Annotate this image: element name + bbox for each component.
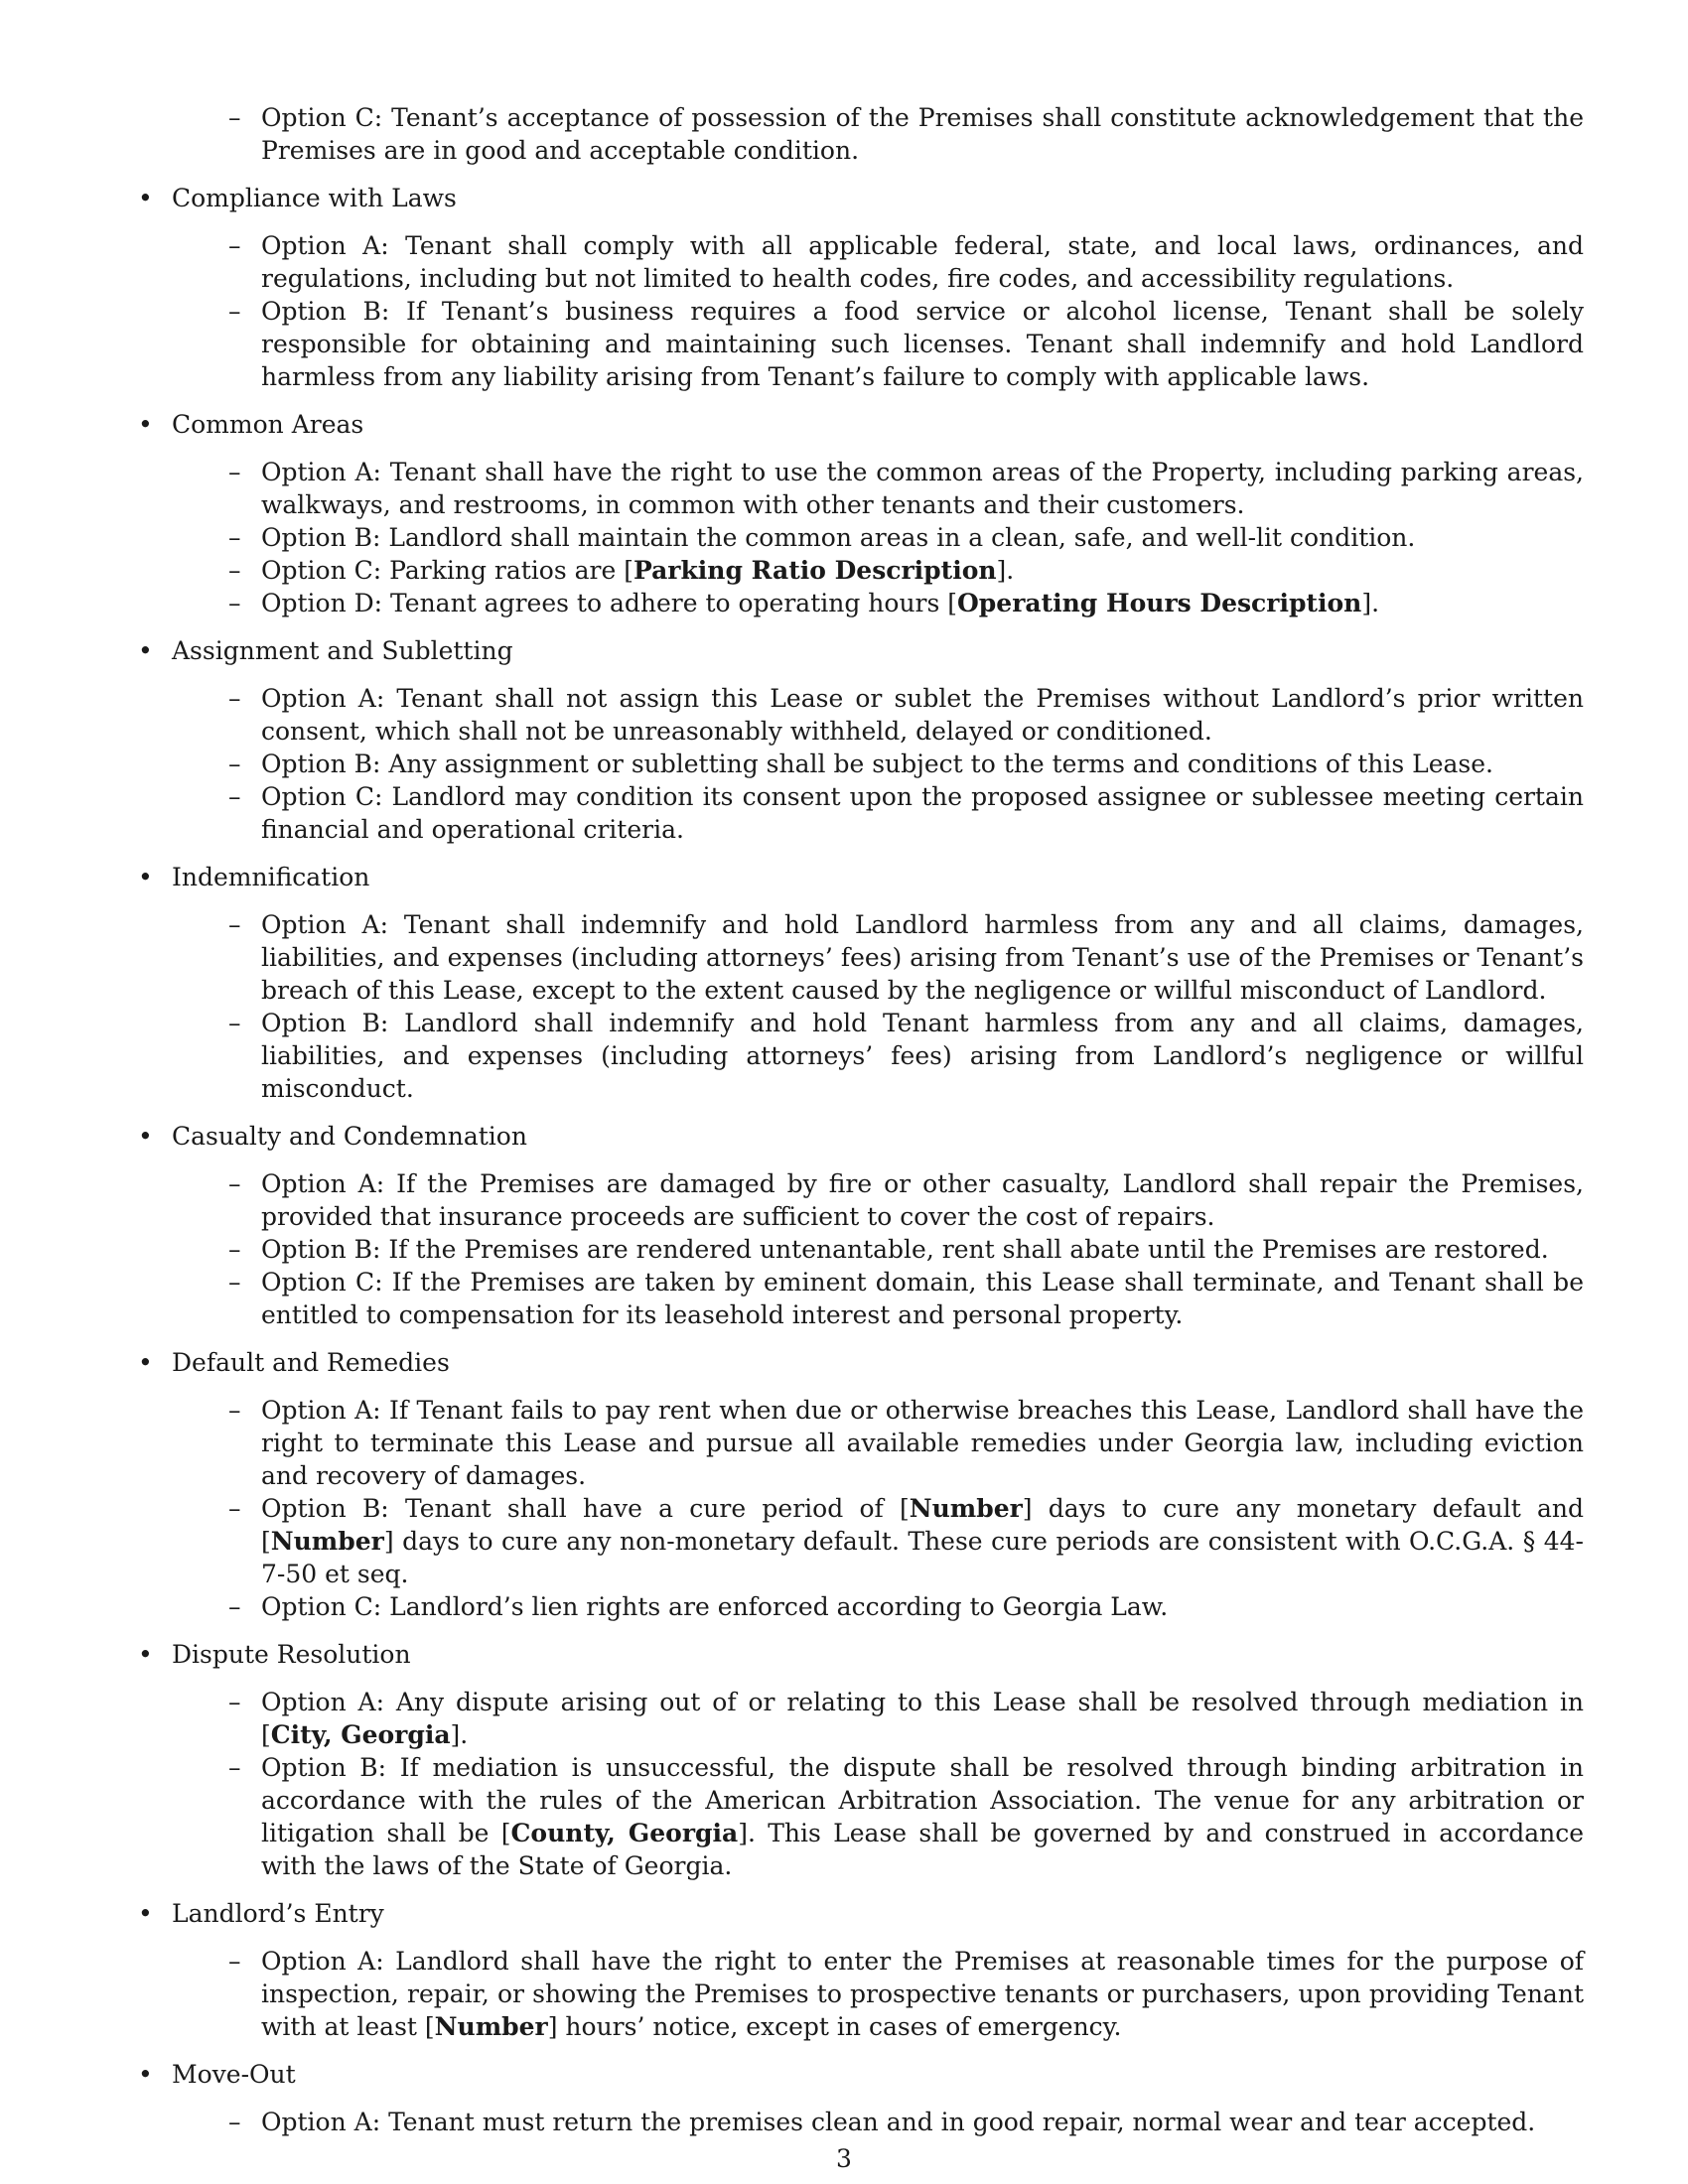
option-text-part: ].	[450, 1720, 469, 1749]
section-title: Dispute Resolution	[172, 1640, 411, 1669]
dash-marker: –	[228, 589, 241, 617]
option-text	[261, 780, 1584, 846]
option-text-part: Option B: If mediation is unsuccessful, the dispute shall be resolved through binding arbitration in accordance with the rules of the American Arbitration Association. The venue for any arbitration or litigation shall be [	[261, 1753, 1584, 1847]
option-item	[134, 2106, 1584, 2138]
option-text-part: Option C: Landlord’s lien rights are enforced according to Georgia Law.	[261, 1592, 1169, 1621]
dash-marker: –	[228, 297, 241, 326]
option-text-part: Option A: If the Premises are damaged by fire or other casualty, Landlord shall repair the Premises, provided that insurance proceeds are sufficient to cover the cost of repairs.	[261, 1169, 1584, 1231]
option-text-part: Option A: Tenant shall not assign this Lease or sublet the Premises without Landlord’s prior written consent, which shall not be unreasonably withheld, delayed or conditioned.	[261, 684, 1584, 746]
option-text-part: Option B: Tenant shall have a cure period of [	[261, 1494, 910, 1523]
document-body	[134, 101, 1584, 2138]
options-list	[134, 908, 1584, 1105]
option-text-part: Option A: Tenant must return the premises clean and in good repair, normal wear and tear accepted.	[261, 2108, 1536, 2136]
option-item	[134, 456, 1584, 521]
option-text	[261, 1945, 1584, 2043]
dash-marker: –	[228, 782, 241, 811]
option-text-part: ] days to cure any monetary default and [	[261, 1494, 1584, 1556]
option-text	[261, 2106, 1584, 2138]
section-title: Casualty and Condemnation	[172, 1122, 527, 1151]
option-text	[261, 908, 1584, 1007]
option-item	[134, 587, 1584, 619]
option-item	[134, 908, 1584, 1007]
section-heading	[134, 182, 1584, 214]
dash-marker: –	[228, 1753, 241, 1782]
options-list	[134, 682, 1584, 846]
dash-marker: –	[228, 523, 241, 552]
dash-marker: –	[228, 1268, 241, 1297]
option-text-part: Option C: Landlord may condition its consent upon the proposed assignee or sublessee meeting certain financial and operational criteria.	[261, 782, 1584, 844]
option-text	[261, 229, 1584, 295]
option-text	[261, 1007, 1584, 1105]
section	[134, 1120, 1584, 1331]
option-item	[134, 521, 1584, 554]
option-item	[134, 1590, 1584, 1623]
option-text	[261, 1590, 1584, 1623]
section-title: Default and Remedies	[172, 1348, 450, 1377]
options-list	[134, 2106, 1584, 2138]
bullet-marker: •	[138, 863, 153, 891]
placeholder-field: Number	[909, 1494, 1023, 1523]
option-item	[134, 1007, 1584, 1105]
bullet-marker: •	[138, 2060, 153, 2089]
option-item	[134, 229, 1584, 295]
placeholder-field: Number	[270, 1527, 384, 1556]
section-title: Move-Out	[172, 2060, 296, 2089]
section	[134, 182, 1584, 393]
dash-marker: –	[228, 910, 241, 939]
dash-marker: –	[228, 556, 241, 585]
page-number: 3	[836, 2144, 852, 2173]
option-text	[261, 554, 1584, 587]
section-heading	[134, 1897, 1584, 1930]
option-item	[134, 780, 1584, 846]
dash-marker: –	[228, 1947, 241, 1976]
section-heading	[134, 408, 1584, 441]
option-text	[261, 748, 1584, 780]
option-text-part: ] days to cure any non-monetary default. These cure periods are consistent with O.C.G.A. § 44-7-50 et seq.	[261, 1527, 1584, 1588]
section-heading	[134, 2058, 1584, 2091]
bullet-marker: •	[138, 636, 153, 665]
option-item	[134, 748, 1584, 780]
option-text	[261, 101, 1584, 167]
option-text-part: Option A: If Tenant fails to pay rent when due or otherwise breaches this Lease, Landlord shall have the right to terminate this Lease and pursue all available remedies under Georgia law, including eviction and recovery of damages.	[261, 1396, 1584, 1490]
section-heading	[134, 1638, 1584, 1671]
option-item	[134, 554, 1584, 587]
option-text-part: ].	[1361, 589, 1380, 617]
option-text-part: Option B: Landlord shall maintain the common areas in a clean, safe, and well-lit condition.	[261, 523, 1416, 552]
dash-marker: –	[228, 750, 241, 778]
options-list	[134, 456, 1584, 619]
placeholder-field: City, Georgia	[270, 1720, 451, 1749]
option-text-part: Option A: Tenant shall have the right to use the common areas of the Property, including parking areas, walkways, and restrooms, in common with other tenants and their customers.	[261, 458, 1584, 519]
placeholder-field: Parking Ratio Description	[633, 556, 997, 585]
option-item	[134, 1233, 1584, 1266]
option-item	[134, 101, 1584, 167]
option-item	[134, 1266, 1584, 1331]
section-heading	[134, 1120, 1584, 1153]
section-heading	[134, 634, 1584, 667]
section-title: Common Areas	[172, 410, 364, 439]
dash-marker: –	[228, 458, 241, 486]
section-title: Landlord’s Entry	[172, 1899, 384, 1928]
option-text	[261, 295, 1584, 393]
option-text-part: Option C: Parking ratios are [	[261, 556, 633, 585]
bullet-marker: •	[138, 410, 153, 439]
option-item	[134, 1394, 1584, 1492]
dash-marker: –	[228, 1592, 241, 1621]
option-text-part: ]. This Lease shall be governed by and construed in accordance with the laws of the State of Georgia.	[261, 1819, 1585, 1880]
dash-marker: –	[228, 231, 241, 260]
dash-marker: –	[228, 1396, 241, 1425]
option-text-part: Option A: Landlord shall have the right to enter the Premises at reasonable times for the purpose of inspection, repair, or showing the Premises to prospective tenants or purchasers, upon providing Tenant with at least [	[261, 1947, 1584, 2041]
option-text-part: ] hours’ notice, except in cases of emergency.	[547, 2012, 1122, 2041]
options-list	[134, 1394, 1584, 1623]
bullet-marker: •	[138, 1348, 153, 1377]
option-text-part: Option A: Tenant shall comply with all applicable federal, state, and local laws, ordinances, and regulations, including but not limited to health codes, fire codes, and accessibility regulations.	[261, 231, 1584, 293]
placeholder-field: County, Georgia	[510, 1819, 739, 1847]
dash-marker: –	[228, 1009, 241, 1037]
option-text	[261, 1233, 1584, 1266]
section-heading	[134, 1346, 1584, 1379]
section	[134, 634, 1584, 846]
option-text	[261, 1686, 1584, 1751]
dash-marker: –	[228, 1235, 241, 1264]
section	[134, 408, 1584, 619]
bullet-marker: •	[138, 184, 153, 212]
option-item	[134, 1751, 1584, 1882]
option-text-part: Option B: Any assignment or subletting shall be subject to the terms and conditions of this Lease.	[261, 750, 1494, 778]
option-text-part: Option A: Tenant shall indemnify and hold Landlord harmless from any and all claims, damages, liabilities, and expenses (including attorneys’ fees) arising from Tenant’s use of the Premises or Tenant’s breach of this Lease, except to the extent caused by the negligence or willful misconduct of Landlord.	[261, 910, 1584, 1005]
option-text-part: Option C: Tenant’s acceptance of possession of the Premises shall constitute acknowledgement that the Premises are in good and acceptable condition.	[261, 103, 1584, 165]
section	[134, 861, 1584, 1105]
section	[134, 1638, 1584, 1882]
leading-options-list	[134, 101, 1584, 167]
option-item	[134, 682, 1584, 748]
options-list	[134, 1686, 1584, 1882]
option-item	[134, 1167, 1584, 1233]
dash-marker: –	[228, 1169, 241, 1198]
bullet-marker: •	[138, 1640, 153, 1669]
section	[134, 1897, 1584, 2043]
placeholder-field: Operating Hours Description	[957, 589, 1362, 617]
section-title: Indemnification	[172, 863, 370, 891]
option-text	[261, 521, 1584, 554]
sections-list	[134, 182, 1584, 2138]
option-text-part: Option B: If the Premises are rendered untenantable, rent shall abate until the Premises are restored.	[261, 1235, 1549, 1264]
option-item	[134, 1686, 1584, 1751]
option-text	[261, 682, 1584, 748]
option-item	[134, 295, 1584, 393]
dash-marker: –	[228, 103, 241, 132]
option-text-part: Option C: If the Premises are taken by eminent domain, this Lease shall terminate, and Tenant shall be entitled to compensation for its leasehold interest and personal property.	[261, 1268, 1584, 1329]
options-list	[134, 1167, 1584, 1331]
option-text-part: Option B: Landlord shall indemnify and hold Tenant harmless from any and all claims, damages, liabilities, and expenses (including attorneys’ fees) arising from Landlord’s negligence or willful misconduct.	[261, 1009, 1584, 1103]
section-title: Compliance with Laws	[172, 184, 457, 212]
option-text	[261, 1394, 1584, 1492]
option-text-part: Option A: Any dispute arising out of or relating to this Lease shall be resolved through mediation in [	[261, 1688, 1584, 1749]
bullet-marker: •	[138, 1899, 153, 1928]
dash-marker: –	[228, 2108, 241, 2136]
section	[134, 2058, 1584, 2138]
option-text	[261, 1266, 1584, 1331]
option-item	[134, 1945, 1584, 2043]
bullet-marker: •	[138, 1122, 153, 1151]
options-list	[134, 1945, 1584, 2043]
section	[134, 1346, 1584, 1623]
option-text	[261, 1751, 1584, 1882]
option-text	[261, 1167, 1584, 1233]
section-heading	[134, 861, 1584, 893]
dash-marker: –	[228, 1494, 241, 1523]
dash-marker: –	[228, 1688, 241, 1716]
option-text-part: Option D: Tenant agrees to adhere to operating hours [	[261, 589, 958, 617]
dash-marker: –	[228, 684, 241, 713]
option-text	[261, 456, 1584, 521]
option-text	[261, 587, 1584, 619]
options-list	[134, 229, 1584, 393]
option-text	[261, 1492, 1584, 1590]
section-title: Assignment and Subletting	[172, 636, 513, 665]
option-item	[134, 1492, 1584, 1590]
option-text-part: Option B: If Tenant’s business requires a food service or alcohol license, Tenant shall be solely responsible for obtaining and maintaining such licenses. Tenant shall indemnify and hold Landlord harmless from any liability arising from Tenant’s failure to comply with applicable laws.	[261, 297, 1584, 391]
option-text-part: ].	[996, 556, 1015, 585]
placeholder-field: Number	[434, 2012, 548, 2041]
